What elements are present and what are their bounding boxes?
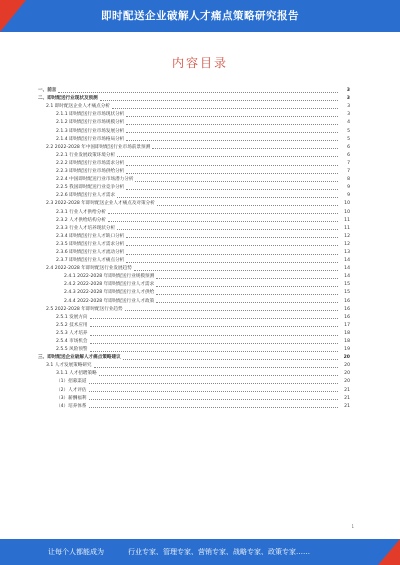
toc-entry-page: 3	[347, 104, 350, 110]
toc-leader-dots	[90, 326, 338, 327]
toc-leader-dots	[89, 399, 339, 400]
toc-entry-title: 2.4.3 2022-2028 年即时配送行业人才供给	[64, 290, 155, 296]
toc-entry-title: 2.3.3 行业人才培养现状分析	[56, 225, 116, 231]
toc-entry-title: 三、即时配送企业破解人才痛点策略建议	[38, 355, 121, 361]
toc-entry[interactable]	[38, 321, 350, 329]
toc-entry-title: 2.2.4 中国即时配送行业市场潜力分析	[56, 177, 134, 183]
toc-entry[interactable]	[38, 167, 350, 175]
toc-entry-title: 2.5.1 发展方向	[56, 314, 88, 320]
toc-leader-dots	[125, 310, 338, 311]
toc-leader-dots	[90, 335, 338, 336]
toc-entry-page: 20	[344, 363, 350, 369]
toc-entry-page: 17	[344, 322, 350, 328]
toc-entry-title: 2.3.5 即时配送行业人才需求分析	[56, 241, 125, 247]
toc-entry-title: 2.1.4 即时配送行业市场格局分析	[56, 136, 125, 142]
header-bar	[0, 0, 400, 32]
toc-entry-title: 2.3.2 人才供给结构分析	[56, 217, 106, 223]
toc-entry-page: 11	[344, 217, 350, 223]
toc-entry-page: 18	[344, 330, 350, 336]
toc-entry-title: 一、前言	[38, 88, 57, 94]
toc-leader-dots	[134, 270, 338, 271]
toc-entry[interactable]	[38, 240, 350, 248]
toc-entry-page: 20	[344, 379, 350, 385]
toc-entry[interactable]	[38, 272, 350, 280]
toc-entry-title: 2.4.1 2022-2028 年即时配送行业规模预测	[64, 274, 155, 280]
footer-slogan: 让每个人都能成为	[48, 548, 104, 556]
toc-entry-title: （3）薪酬福利	[56, 395, 87, 401]
toc-entry[interactable]	[38, 232, 350, 240]
toc-entry-title: 2.5.4 市场机会	[56, 339, 88, 344]
toc-entry[interactable]	[38, 151, 350, 159]
toc-entry[interactable]	[38, 305, 350, 313]
toc-entry[interactable]	[38, 256, 350, 264]
toc-entry-page: 9	[347, 185, 350, 191]
footer-red-accent	[378, 539, 400, 565]
toc-entry-title: 2.2.5 我国即时配送行业竞争分析	[56, 185, 125, 191]
toc-entry[interactable]	[38, 353, 350, 361]
toc-entry[interactable]	[38, 126, 350, 134]
toc-entry-title: 2.3.6 即时配送行业人才流动分析	[56, 249, 125, 255]
toc-leader-dots	[126, 262, 338, 263]
toc-entry-page: 3	[347, 112, 350, 118]
toc-entry-title: 2.5 2022-2028 年即时配送行业趋势	[46, 306, 123, 312]
toc-leader-dots	[108, 221, 338, 222]
toc-entry-page: 18	[344, 339, 350, 344]
toc-entry-page: 5	[347, 136, 350, 142]
toc-entry-page: 21	[344, 395, 350, 401]
toc-entry-title: 2.2.2 即时配送行业市场需求分析	[56, 160, 125, 166]
page-number: 1	[351, 524, 354, 529]
toc-entry-title: （2）人才评估	[56, 387, 87, 393]
toc-entry-page: 20	[343, 355, 350, 361]
toc-leader-dots	[156, 286, 338, 287]
toc-entry[interactable]	[38, 313, 350, 321]
toc-leader-dots	[117, 229, 338, 230]
toc-entry-page: 7	[347, 169, 350, 175]
report-title: 即时配送企业破解人才痛点策略研究报告	[101, 10, 299, 22]
toc-entry-page: 9	[347, 193, 350, 199]
toc-entry-page: 20	[344, 371, 350, 377]
toc-entry[interactable]	[38, 369, 350, 377]
toc-entry[interactable]	[38, 394, 350, 402]
toc-entry-title: 2.3.7 即时配送行业人才痛点分析	[56, 258, 125, 264]
toc-entry-page: 15	[344, 282, 350, 288]
toc-leader-dots	[156, 278, 338, 279]
footer-bar	[0, 539, 400, 565]
toc-leader-dots	[126, 140, 338, 141]
toc-entry[interactable]	[38, 135, 350, 143]
toc-entry[interactable]	[38, 191, 350, 199]
toc-entry-title: 3.1 人才发展策略研究	[46, 363, 92, 369]
toc-entry[interactable]	[38, 402, 350, 410]
toc-entry-page: 6	[347, 152, 350, 158]
toc-leader-dots	[152, 148, 338, 149]
toc-leader-dots	[126, 132, 338, 133]
toc-entry[interactable]	[38, 337, 350, 345]
toc-entry-page: 14	[344, 274, 350, 280]
toc-leader-dots	[157, 205, 338, 206]
toc-entry-title: 2.1.1 即时配送行业市场现状分析	[56, 112, 125, 118]
toc-entry-title: 2.5.2 技术应用	[56, 322, 88, 328]
toc-entry-page: 5	[347, 128, 350, 134]
toc-entry-title: 2.1.3 即时配送行业市场发展分析	[56, 128, 125, 134]
toc-entry-page: 14	[344, 266, 350, 272]
toc-entry-page: 11	[344, 225, 350, 231]
toc-leader-dots	[100, 100, 338, 101]
toc-entry[interactable]	[38, 175, 350, 183]
toc-entry[interactable]	[38, 377, 350, 385]
toc-entry[interactable]	[38, 143, 350, 151]
toc-entry-page: 13	[344, 249, 350, 255]
toc-entry-page: 15	[344, 290, 350, 296]
toc-leader-dots	[126, 173, 338, 174]
toc-entry-title: 2.3.4 即时配送行业人才缺口分析	[56, 233, 125, 239]
toc-entry-title: 3.1.1 人才招聘策略	[56, 371, 97, 377]
toc-entry[interactable]	[38, 183, 350, 191]
toc-entry[interactable]	[38, 207, 350, 215]
toc-entry-title: 2.3.1 行业人才供给分析	[56, 209, 106, 215]
toc-entry[interactable]	[38, 224, 350, 232]
toc-entry-title: 2.4.4 2022-2028 年即时配送行业人才政策	[64, 298, 155, 304]
toc-leader-dots	[89, 391, 339, 392]
toc-entry-title: 2.5.3 人才培养	[56, 330, 88, 336]
toc-leader-dots	[126, 116, 338, 117]
toc-entry[interactable]	[38, 159, 350, 167]
toc-entry-page: 6	[347, 144, 350, 150]
toc-entry[interactable]	[38, 248, 350, 256]
toc-entry-title: 2.2 2022-2028 年中国即时配送行业市场前景预测	[46, 144, 151, 150]
toc-entry-title: 二、即时配送行业现状及预测	[38, 96, 98, 102]
toc-entry-title: 2.4.2 2022-2028 年即时配送行业人才需求	[64, 282, 155, 288]
toc-leader-dots	[90, 351, 338, 352]
toc-leader-dots	[126, 189, 338, 190]
toc-leader-dots	[108, 213, 338, 214]
toc-entry-page: 21	[344, 403, 350, 409]
toc-leader-dots	[135, 181, 338, 182]
toc-leader-dots	[89, 407, 339, 408]
toc-leader-dots	[126, 124, 338, 125]
toc-entry-title: 2.5.5 风险预警	[56, 347, 88, 353]
toc-entry-page: 12	[344, 241, 350, 247]
toc-entry[interactable]	[38, 199, 350, 207]
toc-leader-dots	[117, 156, 338, 157]
toc-entry[interactable]	[38, 110, 350, 118]
toc-entry-page: 12	[344, 233, 350, 239]
toc-leader-dots	[99, 375, 338, 376]
toc-entry-title: 2.2.6 即时配送行业人才需求	[56, 193, 116, 199]
toc-entry-page: 7	[347, 160, 350, 166]
toc-entry[interactable]	[38, 264, 350, 272]
toc-leader-dots	[90, 343, 338, 344]
toc-entry-title: 2.3 2022-2028 年即时配送企业人才痛点及对策分析	[46, 201, 155, 207]
toc-entry[interactable]	[38, 329, 350, 337]
toc-entry-page: 10	[344, 201, 350, 207]
toc-entry[interactable]	[38, 288, 350, 296]
toc-entry-page: 16	[344, 314, 350, 320]
toc-entry[interactable]	[38, 385, 350, 393]
toc-leader-dots	[156, 294, 338, 295]
toc-entry[interactable]	[38, 280, 350, 288]
toc-entry-page: 8	[347, 177, 350, 183]
toc-leader-dots	[112, 108, 338, 109]
toc-entry-page: 19	[344, 347, 350, 353]
toc-entry[interactable]	[38, 296, 350, 304]
toc-entry-title: 2.1 即时配送企业人才痛点分析	[46, 104, 110, 110]
toc-entry-title: 2.1.2 即时配送行业市场规模分析	[56, 120, 125, 126]
toc-entry[interactable]	[38, 94, 350, 102]
toc-entry[interactable]	[38, 86, 350, 94]
toc-entry-title: 2.2.3 即时配送行业市场供给分析	[56, 169, 125, 175]
toc-entry[interactable]	[38, 118, 350, 126]
toc-leader-dots	[123, 359, 338, 360]
table-of-contents	[38, 86, 350, 410]
toc-leader-dots	[126, 237, 338, 238]
toc-entry-page: 3	[346, 88, 350, 94]
toc-entry[interactable]	[38, 216, 350, 224]
toc-leader-dots	[89, 383, 339, 384]
toc-entry[interactable]	[38, 361, 350, 369]
toc-entry-title: 2.2.1 行业发展政策环境分析	[56, 152, 116, 158]
toc-entry-title: （4）培养体系	[56, 403, 87, 409]
toc-leader-dots	[58, 92, 338, 93]
toc-entry-page: 16	[344, 298, 350, 304]
toc-heading: 内容目录	[171, 56, 228, 70]
footer-roles: 行业专家、管理专家、营销专家、战略专家、政策专家……	[128, 548, 310, 556]
toc-entry-page: 10	[344, 209, 350, 215]
toc-leader-dots	[94, 367, 338, 368]
toc-entry[interactable]	[38, 345, 350, 353]
toc-leader-dots	[156, 302, 338, 303]
toc-leader-dots	[126, 245, 338, 246]
toc-entry-title: （1）招募渠道	[56, 379, 87, 385]
toc-entry-page: 14	[344, 258, 350, 264]
toc-entry-page: 21	[344, 387, 350, 393]
toc-leader-dots	[90, 318, 338, 319]
toc-entry[interactable]	[38, 102, 350, 110]
toc-entry-page: 16	[344, 306, 350, 312]
toc-leader-dots	[126, 165, 338, 166]
toc-entry-page: 3	[346, 96, 350, 102]
toc-entry-title: 2.4 2022-2028 年即时配送行业发展趋势	[46, 266, 132, 272]
toc-leader-dots	[126, 254, 338, 255]
toc-entry-page: 4	[347, 120, 350, 126]
toc-leader-dots	[117, 197, 338, 198]
